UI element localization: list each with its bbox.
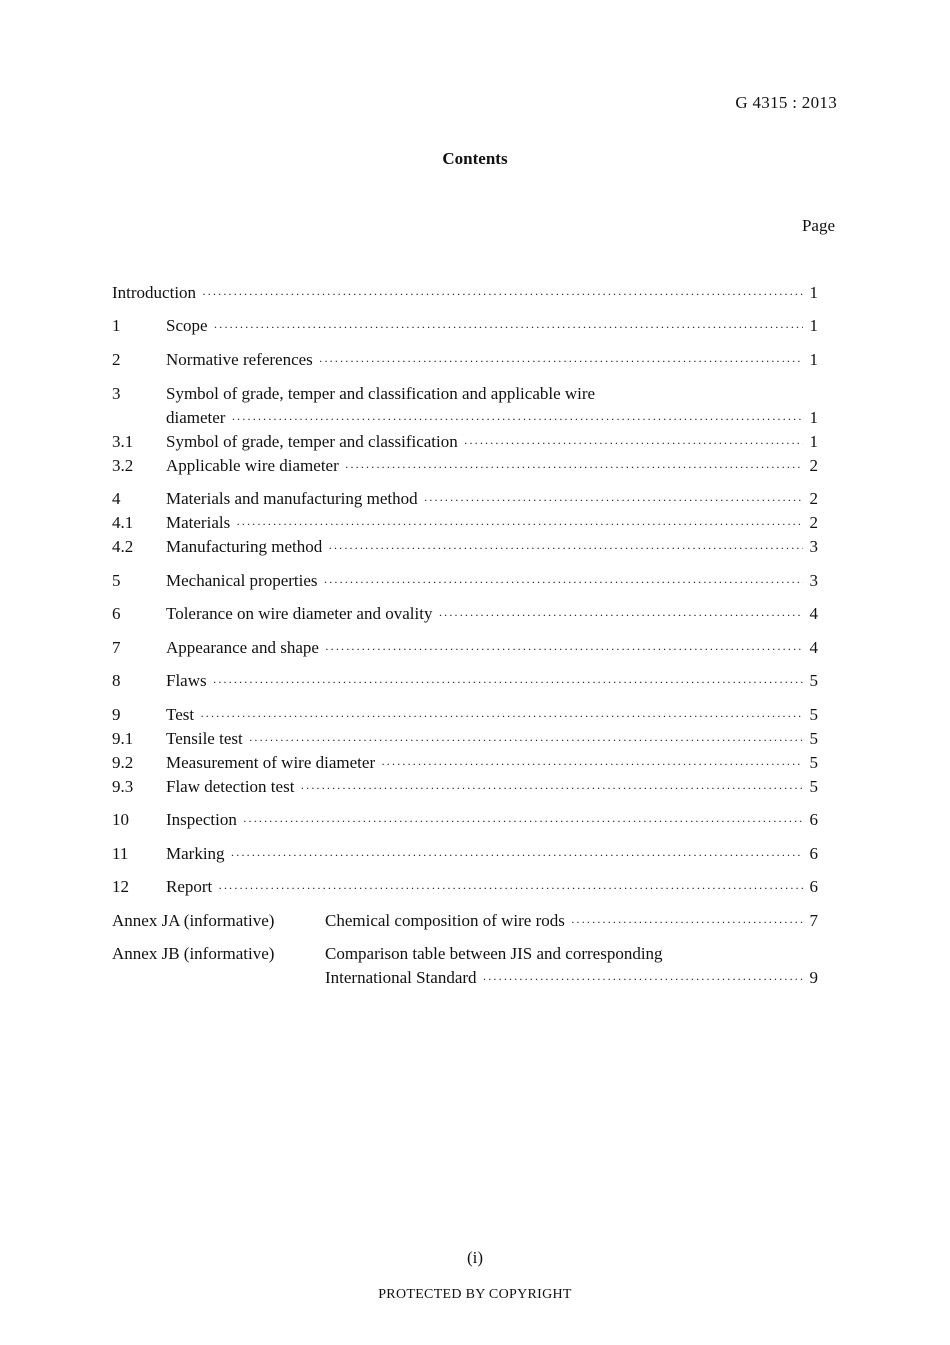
toc-entry-number: 4.1: [112, 513, 134, 532]
toc-entry-title-continued: diameter: [166, 408, 226, 427]
toc-entry-page: 4: [809, 638, 818, 657]
toc-entry-applicable-wire-diameter[interactable]: [112, 455, 818, 477]
toc-entry-tolerance[interactable]: [112, 603, 818, 625]
toc-entry-page: 7: [809, 911, 818, 930]
dot-leader: [328, 537, 803, 559]
toc-entry-number: 2: [112, 350, 121, 369]
copyright-notice: PROTECTED BY COPYRIGHT: [378, 1287, 572, 1302]
toc-entry-page: 4: [809, 604, 818, 623]
toc-entry-title: Normative references: [166, 350, 313, 369]
toc-entry-title: Appearance and shape: [166, 638, 319, 657]
toc-entry-page: 1: [809, 316, 818, 335]
toc-entry-page: 3: [809, 537, 818, 556]
toc-entry-materials[interactable]: [112, 512, 818, 534]
toc-entry-title: Flaws: [166, 671, 207, 690]
toc-entry-number: 9: [112, 705, 121, 724]
document-id: G 4315 : 2013: [735, 93, 837, 112]
toc-entry-title: Report: [166, 877, 213, 896]
toc-entry-test[interactable]: [112, 704, 818, 726]
dot-leader: [319, 350, 803, 372]
page-title: Contents: [442, 149, 508, 168]
toc-entry-page: 1: [809, 283, 818, 302]
toc-entry-title: Materials: [166, 513, 231, 532]
toc-entry-title: Manufacturing method: [166, 537, 323, 556]
toc-entry-number: 11: [112, 844, 129, 863]
toc-entry-title: Comparison table between JIS and corresponding: [325, 944, 663, 963]
dot-leader: [483, 968, 803, 990]
dot-leader: [231, 844, 803, 866]
toc-entry-symbol-of-grade-line1[interactable]: [112, 383, 818, 405]
toc-entry-title: Mechanical properties: [166, 571, 318, 590]
toc-entry-symbol-grade-temper[interactable]: [112, 431, 818, 453]
toc-entry-number: 8: [112, 671, 121, 690]
toc-entry-title: Introduction: [112, 283, 197, 302]
toc-entry-page: 3: [809, 571, 818, 590]
toc-entry-marking[interactable]: [112, 843, 818, 865]
dot-leader: [464, 432, 803, 454]
dot-leader: [438, 604, 803, 626]
toc-entry-page: 5: [809, 777, 818, 796]
dot-leader: [202, 283, 803, 305]
toc-entry-symbol-of-grade-line2[interactable]: [112, 407, 818, 429]
toc-entry-number: 7: [112, 638, 121, 657]
dot-leader: [236, 513, 803, 535]
toc-entry-inspection[interactable]: [112, 809, 818, 831]
toc-entry-appearance-shape[interactable]: [112, 637, 818, 659]
dot-leader: [249, 729, 803, 751]
toc-entry-title: Marking: [166, 844, 225, 863]
toc-entry-page: 1: [809, 350, 818, 369]
toc-entry-title: Inspection: [166, 810, 237, 829]
toc-entry-number: 3: [112, 384, 121, 403]
toc-entry-title-continued: International Standard: [325, 968, 477, 987]
toc-entry-page: 2: [809, 489, 818, 508]
dot-leader: [231, 408, 803, 430]
toc-entry-number: 4.2: [112, 537, 134, 556]
toc-entry-annex-ja[interactable]: [112, 910, 818, 932]
toc-entry-annex-jb-line1[interactable]: [112, 943, 818, 965]
toc-entry-page: 6: [809, 810, 818, 829]
toc-entry-number: 9.2: [112, 753, 134, 772]
toc-entry-page: 9: [809, 968, 818, 987]
toc-entry-scope[interactable]: [112, 315, 818, 337]
toc-entry-annex-jb-line2[interactable]: [112, 967, 818, 989]
toc-entry-page: 5: [809, 753, 818, 772]
toc-entry-title: Tolerance on wire diameter and ovality: [166, 604, 433, 623]
toc-entry-title: Materials and manufacturing method: [166, 489, 418, 508]
page-column-label: Page: [801, 216, 835, 235]
toc-entry-title: Scope: [166, 316, 208, 335]
dot-leader: [324, 571, 803, 593]
toc-entry-measurement-wire-diameter[interactable]: [112, 752, 818, 774]
dot-leader: [218, 877, 803, 899]
toc-entry-number: 4: [112, 489, 121, 508]
toc-entry-flaw-detection-test[interactable]: [112, 776, 818, 798]
dot-leader: [424, 489, 803, 511]
toc-entry-tensile-test[interactable]: [112, 728, 818, 750]
dot-leader: [214, 316, 803, 338]
toc-entry-number: 10: [112, 810, 129, 829]
toc-entry-title: Test: [166, 705, 195, 724]
toc-entry-title: Measurement of wire diameter: [166, 753, 376, 772]
toc-entry-page: 5: [809, 705, 818, 724]
page-number: (i): [466, 1248, 484, 1267]
toc-entry-introduction[interactable]: [112, 282, 818, 304]
toc-entry-page: 2: [809, 513, 818, 532]
toc-entry-title: Tensile test: [166, 729, 243, 748]
dot-leader: [300, 777, 803, 799]
toc-entry-number: 5: [112, 571, 121, 590]
toc-entry-title: Symbol of grade, temper and classification and applicable wire: [166, 384, 596, 403]
toc-entry-title: Chemical composition of wire rods: [325, 911, 565, 930]
toc-entry-flaws[interactable]: [112, 670, 818, 692]
toc-entry-page: 6: [809, 844, 818, 863]
dot-leader: [200, 705, 803, 727]
toc-entry-materials-manufacturing[interactable]: [112, 488, 818, 510]
toc-entry-mechanical-properties[interactable]: [112, 570, 818, 592]
toc-entry-number: 6: [112, 604, 121, 623]
dot-leader: [571, 911, 803, 933]
dot-leader: [381, 753, 803, 775]
toc-entry-title: Symbol of grade, temper and classification: [166, 432, 458, 451]
toc-entry-number: 9.3: [112, 777, 134, 796]
toc-entry-number: 12: [112, 877, 129, 896]
dot-leader: [243, 810, 803, 832]
toc-entry-normative-references[interactable]: [112, 349, 818, 371]
toc-entry-title: Flaw detection test: [166, 777, 295, 796]
toc-entry-page: 5: [809, 671, 818, 690]
toc-entry-title: Applicable wire diameter: [166, 456, 339, 475]
toc-entry-number: 3.2: [112, 456, 134, 475]
annex-label: Annex JB (informative): [112, 944, 275, 963]
toc-entry-number: 9.1: [112, 729, 134, 748]
toc-entry-page: 2: [809, 456, 818, 475]
toc-entry-page: 1: [809, 432, 818, 451]
dot-leader: [213, 671, 803, 693]
dot-leader: [325, 638, 803, 660]
toc-entry-manufacturing-method[interactable]: [112, 536, 818, 558]
annex-label: Annex JA (informative): [112, 911, 275, 930]
toc-entry-page: 5: [809, 729, 818, 748]
toc-entry-number: 1: [112, 316, 121, 335]
toc-entry-number: 3.1: [112, 432, 134, 451]
toc-entry-page: 1: [809, 408, 818, 427]
toc-entry-report[interactable]: [112, 876, 818, 898]
dot-leader: [345, 456, 803, 478]
toc-entry-page: 6: [809, 877, 818, 896]
